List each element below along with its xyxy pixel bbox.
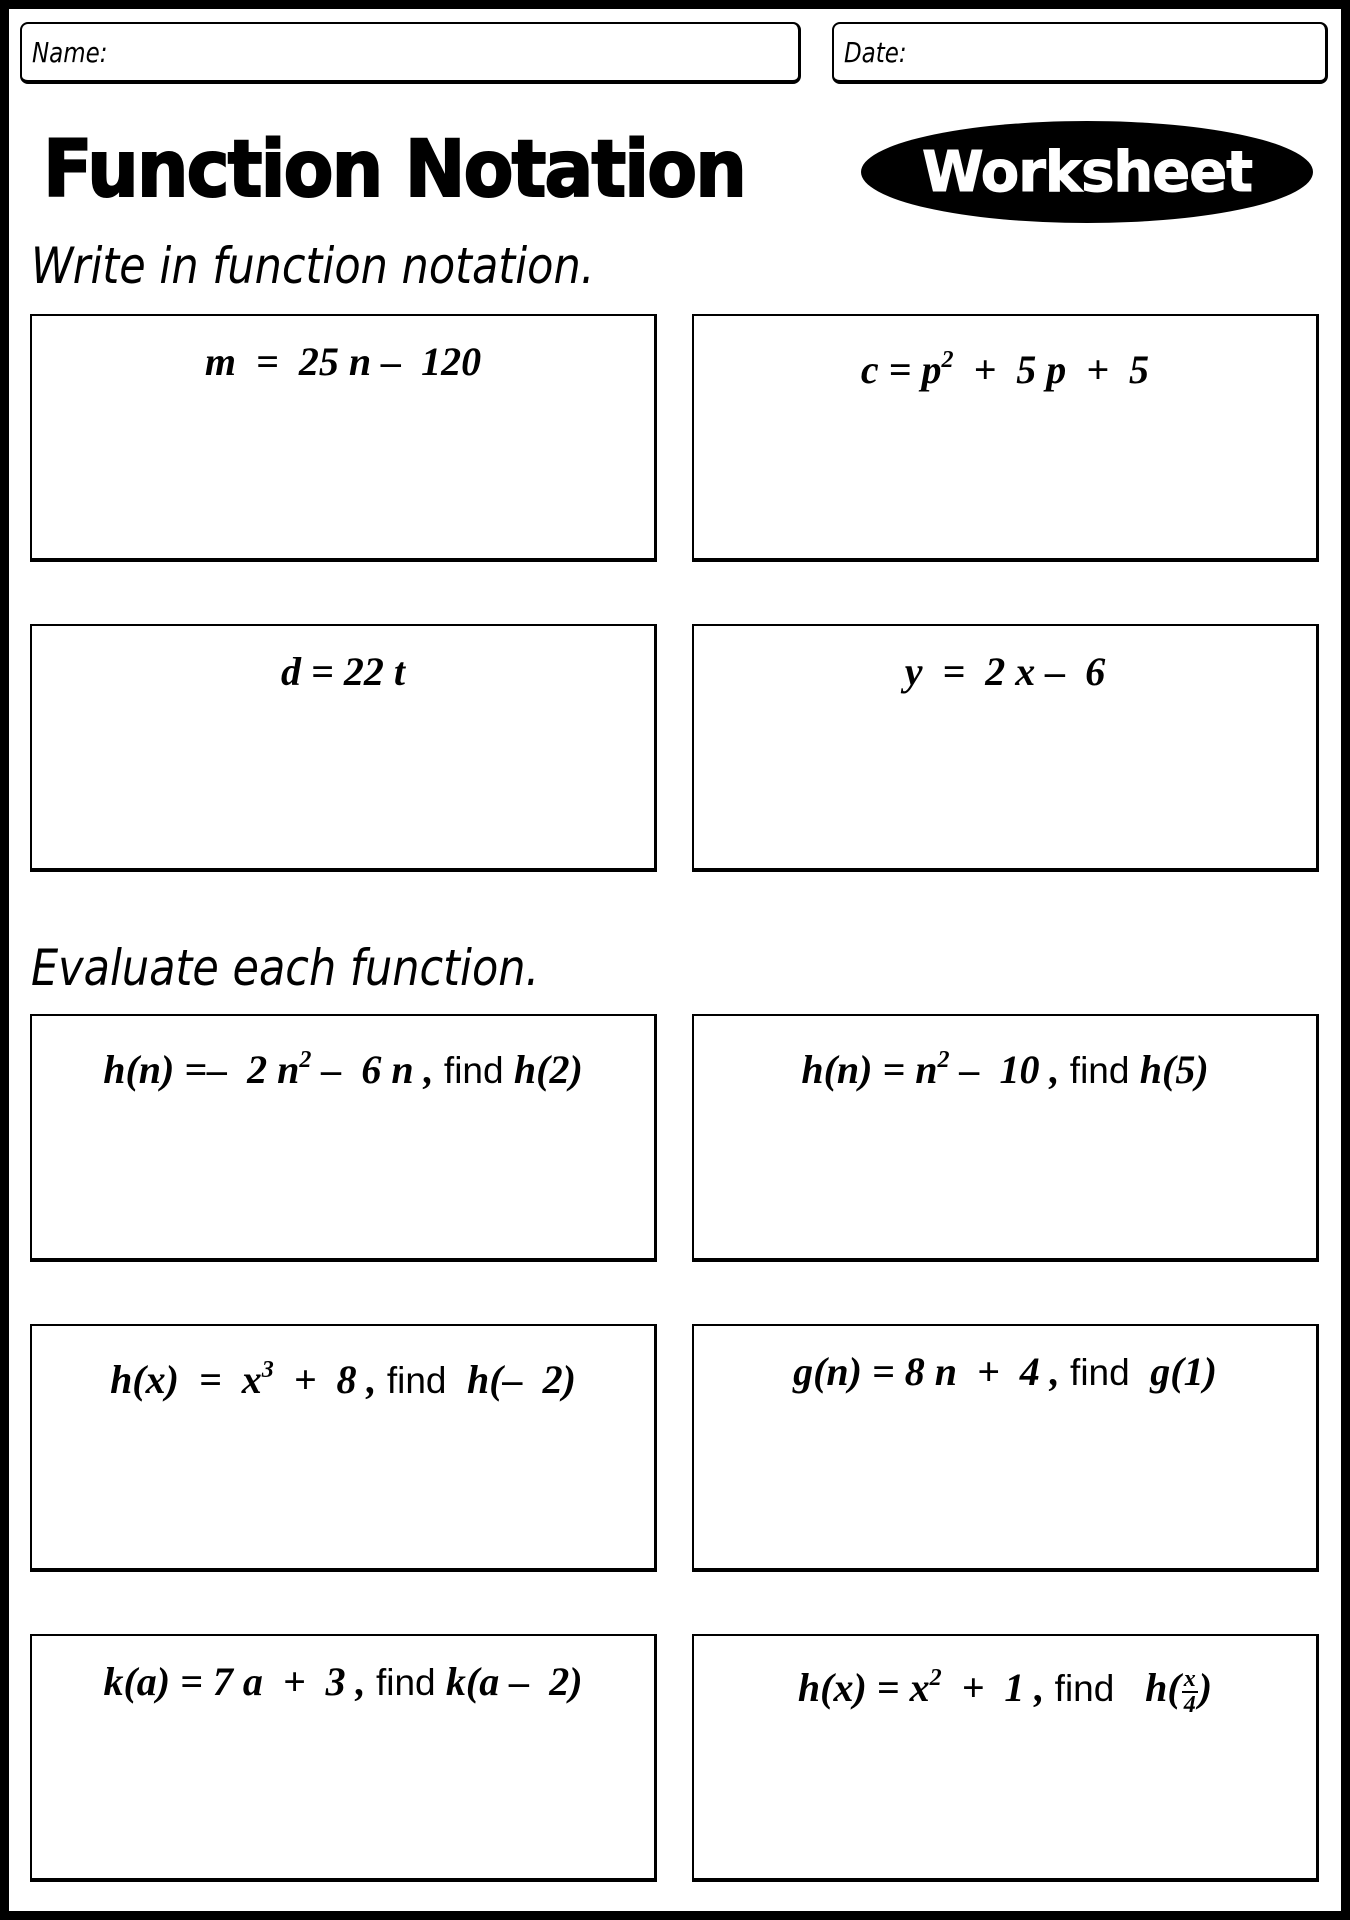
problem-expression: y = 2 x – 6 <box>904 649 1106 694</box>
answer-box[interactable] <box>692 624 1319 872</box>
section-heading-evaluate: Evaluate each function. <box>31 939 540 997</box>
answer-box[interactable] <box>692 1014 1319 1262</box>
problem-expression: $c = p^2 + 5$ p + 5 <box>860 347 1150 392</box>
problem-expression: $h(x) = x^2 + 1$ , find h( $\frac{x}{4}$ ) <box>797 1665 1213 1718</box>
badge-label: Worksheet <box>921 139 1253 205</box>
answer-box[interactable] <box>30 314 657 562</box>
answer-box[interactable] <box>692 314 1319 562</box>
name-label: Name: <box>32 36 108 69</box>
date-label: Date: <box>844 36 907 69</box>
date-field[interactable] <box>832 22 1328 84</box>
worksheet-page <box>9 9 1341 1911</box>
problem-expression: m = 25 n – 120 <box>204 339 482 384</box>
fraction: $\frac{x}{4}$ <box>1183 1665 1196 1718</box>
answer-box[interactable] <box>692 1634 1319 1882</box>
answer-box[interactable] <box>30 1324 657 1572</box>
problem-expression: g(n) = 8 n + 4 , find g(1) <box>793 1349 1217 1394</box>
answer-box[interactable] <box>30 624 657 872</box>
page-title: Function Notation <box>43 125 746 215</box>
answer-box[interactable] <box>30 1634 657 1882</box>
problem-expression: k(a) = 7 a + 3 , find k(a – 2) <box>103 1659 583 1704</box>
answer-box[interactable] <box>30 1014 657 1262</box>
section-heading-write: Write in function notation. <box>31 237 595 295</box>
worksheet-badge <box>861 121 1313 223</box>
problem-expression: h(n) =– 2 $n^2 - 6$ n , find h(2) <box>103 1047 583 1092</box>
answer-box[interactable] <box>692 1324 1319 1572</box>
name-field[interactable] <box>20 22 801 84</box>
problem-expression: d = 22 t <box>281 649 405 694</box>
problem-expression: $h(n) = n^2 - 10$ , find h(5) <box>801 1047 1209 1092</box>
problem-expression: $h(x) = x^3 + 8$ , find h(– 2) <box>110 1357 576 1402</box>
